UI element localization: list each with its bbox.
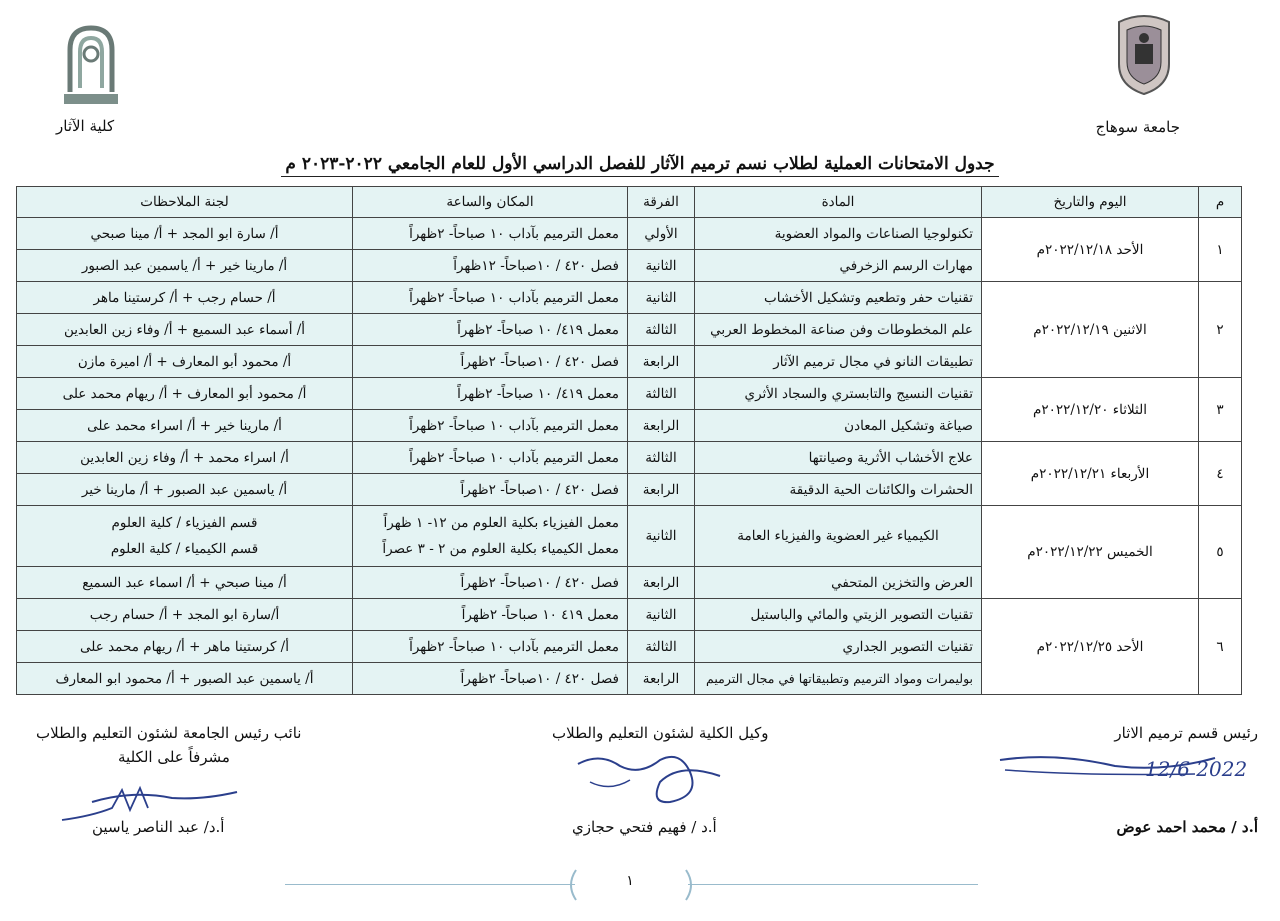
footer-divider: [285, 884, 575, 885]
place-cell: معمل الترميم بآداب ١٠ صباحاً- ٢ظهراً: [353, 410, 628, 442]
document-title: جدول الامتحانات العملية لطلاب نسم ترميم الآثار للفصل الدراسي الأول للعام الجامعي ٢٠٢٢-٢٠٢٣ م: [0, 154, 1280, 174]
level-cell: الرابعة: [628, 346, 695, 378]
exam-day: الثلاثاء ٢٠٢٢/١٢/٢٠م: [982, 378, 1199, 442]
committee-line: قسم الفيزياء / كلية العلوم: [111, 515, 258, 531]
subject-cell: تقنيات حفر وتطعيم وتشكيل الأخشاب: [695, 282, 982, 314]
faculty-logo: [56, 22, 126, 108]
signature-dept-head-name: أ.د / محمد احمد عوض: [1116, 818, 1258, 836]
subject-cell: تكنولوجيا الصناعات والمواد العضوية: [695, 218, 982, 250]
subject-cell: الكيمياء غير العضوية والفيزياء العامة: [695, 506, 982, 567]
subject-cell: تقنيات التصوير الجداري: [695, 631, 982, 663]
level-cell: الثالثة: [628, 314, 695, 346]
subject-cell: علم المخطوطات وفن صناعة المخطوط العربي: [695, 314, 982, 346]
table-row: [17, 506, 1242, 567]
committee-cell: أ/ محمود أبو المعارف + أ/ ريهام محمد على: [17, 378, 353, 410]
place-line: معمل الفيزياء بكلية العلوم من ١٢- ١ ظهراً: [383, 515, 619, 531]
place-cell: معمل ٤١٩/ ١٠ صباحاً- ٢ظهراً: [353, 378, 628, 410]
signature-dept-head-role: رئيس قسم ترميم الاثار: [1114, 724, 1258, 742]
university-logo: [1113, 14, 1175, 96]
signature-vp-name: أ.د/ عبد الناصر ياسين: [92, 818, 225, 836]
committee-cell: أ/ مارينا خير + أ/ اسراء محمد على: [17, 410, 353, 442]
faculty-name: كلية الآثار: [56, 117, 115, 135]
level-cell: الثانية: [628, 506, 695, 567]
row-number: ٢: [1199, 282, 1242, 378]
subject-cell: مهارات الرسم الزخرفي: [695, 250, 982, 282]
col-header-level: الفرقة: [628, 187, 695, 218]
level-cell: الثانية: [628, 250, 695, 282]
table-row: [17, 599, 1242, 631]
subject-cell: علاج الأخشاب الأثرية وصيانتها: [695, 442, 982, 474]
exam-day: الأحد ٢٠٢٢/١٢/١٨م: [982, 218, 1199, 282]
signature-vice-dean-role: وكيل الكلية لشئون التعليم والطلاب: [552, 724, 769, 742]
table-row: [17, 218, 1242, 250]
place-cell: معمل ٤١٩ ١٠ صباحاً- ٢ظهراً: [353, 599, 628, 631]
committee-cell: أ/ ياسمين عبد الصبور + أ/ مارينا خير: [17, 474, 353, 506]
signature-vice-dean-name: أ.د / فهيم فتحي حجازي: [572, 818, 717, 836]
place-cell: معمل ٤١٩/ ١٠ صباحاً- ٢ظهراً: [353, 314, 628, 346]
subject-cell: صياغة وتشكيل المعادن: [695, 410, 982, 442]
subject-cell: بوليمرات ومواد الترميم وتطبيقاتها في مجال الترميم: [695, 663, 982, 695]
level-cell: الرابعة: [628, 410, 695, 442]
handwritten-signature-icon: [995, 748, 1248, 818]
row-number: ٣: [1199, 378, 1242, 442]
committee-cell: أ/ كرستينا ماهر + أ/ ريهام محمد على: [17, 631, 353, 663]
committee-cell: أ/ ياسمين عبد الصبور + أ/ محمود ابو المعارف: [17, 663, 353, 695]
committee-cell: أ/ حسام رجب + أ/ كرستينا ماهر: [17, 282, 353, 314]
committee-cell: أ/ محمود أبو المعارف + أ/ اميرة مازن: [17, 346, 353, 378]
place-cell: معمل الترميم بآداب ١٠ صباحاً- ٢ظهراً: [353, 282, 628, 314]
col-header-no: م: [1199, 187, 1242, 218]
signature-vp-role-2: مشرفاً على الكلية: [118, 748, 230, 766]
subject-cell: الحشرات والكائنات الحية الدقيقة: [695, 474, 982, 506]
subject-cell: تقنيات النسيج والتابستري والسجاد الأثري: [695, 378, 982, 410]
place-cell: فصل ٤٢٠ / ١٠صباحاً- ٢ظهراً: [353, 346, 628, 378]
committee-cell: أ/ أسماء عبد السميع + أ/ وفاء زين العابدين: [17, 314, 353, 346]
exam-day: الأحد ٢٠٢٢/١٢/٢٥م: [982, 599, 1199, 695]
row-number: ٤: [1199, 442, 1242, 506]
place-cell: فصل ٤٢٠ / ١٠صباحاً- ٢ظهراً: [353, 663, 628, 695]
committee-cell: أ/سارة ابو المجد + أ/ حسام رجب: [17, 599, 353, 631]
committee-line: قسم الكيمياء / كلية العلوم: [110, 541, 259, 557]
table-row: [17, 378, 1242, 410]
footer-divider: [688, 884, 978, 885]
col-header-place: المكان والساعة: [353, 187, 628, 218]
handwritten-signature-icon: [570, 752, 740, 812]
subject-cell: العرض والتخزين المتحفي: [695, 567, 982, 599]
exam-schedule-table: [16, 186, 1242, 695]
exam-day: الاثنين ٢٠٢٢/١٢/١٩م: [982, 282, 1199, 378]
committee-cell: أ/ سارة ابو المجد + أ/ مينا صبحي: [17, 218, 353, 250]
exam-day: الخميس ٢٠٢٢/١٢/٢٢م: [982, 506, 1199, 599]
level-cell: الثالثة: [628, 442, 695, 474]
place-cell: معمل الترميم بآداب ١٠ صباحاً- ٢ظهراً: [353, 218, 628, 250]
signature-vp-role: نائب رئيس الجامعة لشئون التعليم والطلاب: [36, 724, 302, 742]
col-header-subject: المادة: [695, 187, 982, 218]
col-header-day: اليوم والتاريخ: [982, 187, 1199, 218]
row-number: ١: [1199, 218, 1242, 282]
page-number: ١: [626, 873, 634, 889]
place-cell: معمل الترميم بآداب ١٠ صباحاً- ٢ظهراً: [353, 631, 628, 663]
committee-cell: أ/ مينا صبحي + أ/ اسماء عبد السميع: [17, 567, 353, 599]
level-cell: الرابعة: [628, 567, 695, 599]
col-header-committee: لجنة الملاحظات: [17, 187, 353, 218]
level-cell: الرابعة: [628, 474, 695, 506]
table-row: [17, 282, 1242, 314]
place-cell: [353, 506, 628, 567]
place-cell: فصل ٤٢٠ / ١٠صباحاً- ٢ظهراً: [353, 567, 628, 599]
level-cell: الأولي: [628, 218, 695, 250]
place-cell: فصل ٤٢٠ / ١٠صباحاً- ٢ظهراً: [353, 474, 628, 506]
level-cell: الثالثة: [628, 631, 695, 663]
row-number: ٥: [1199, 506, 1242, 599]
exam-day: الأربعاء ٢٠٢٢/١٢/٢١م: [982, 442, 1199, 506]
level-cell: الثانية: [628, 282, 695, 314]
level-cell: الثانية: [628, 599, 695, 631]
university-name: جامعة سوهاج: [1095, 118, 1180, 136]
table-header-row: [17, 187, 1242, 218]
level-cell: الثالثة: [628, 378, 695, 410]
subject-cell: تطبيقات النانو في مجال ترميم الآثار: [695, 346, 982, 378]
level-cell: الرابعة: [628, 663, 695, 695]
table-row: [17, 442, 1242, 474]
place-cell: فصل ٤٢٠ / ١٠صباحاً- ١٢ظهراً: [353, 250, 628, 282]
row-number: ٦: [1199, 599, 1242, 695]
committee-cell: أ/ اسراء محمد + أ/ وفاء زين العابدين: [17, 442, 353, 474]
place-line: معمل الكيمياء بكلية العلوم من ٢ - ٣ عصراً: [382, 541, 619, 557]
committee-cell: [17, 506, 353, 567]
subject-cell: تقنيات التصوير الزيتي والمائي والباستيل: [695, 599, 982, 631]
committee-cell: أ/ مارينا خير + أ/ ياسمين عبد الصبور: [17, 250, 353, 282]
handwritten-date: 12/6 2022: [1145, 757, 1248, 781]
place-cell: معمل الترميم بآداب ١٠ صباحاً- ٢ظهراً: [353, 442, 628, 474]
